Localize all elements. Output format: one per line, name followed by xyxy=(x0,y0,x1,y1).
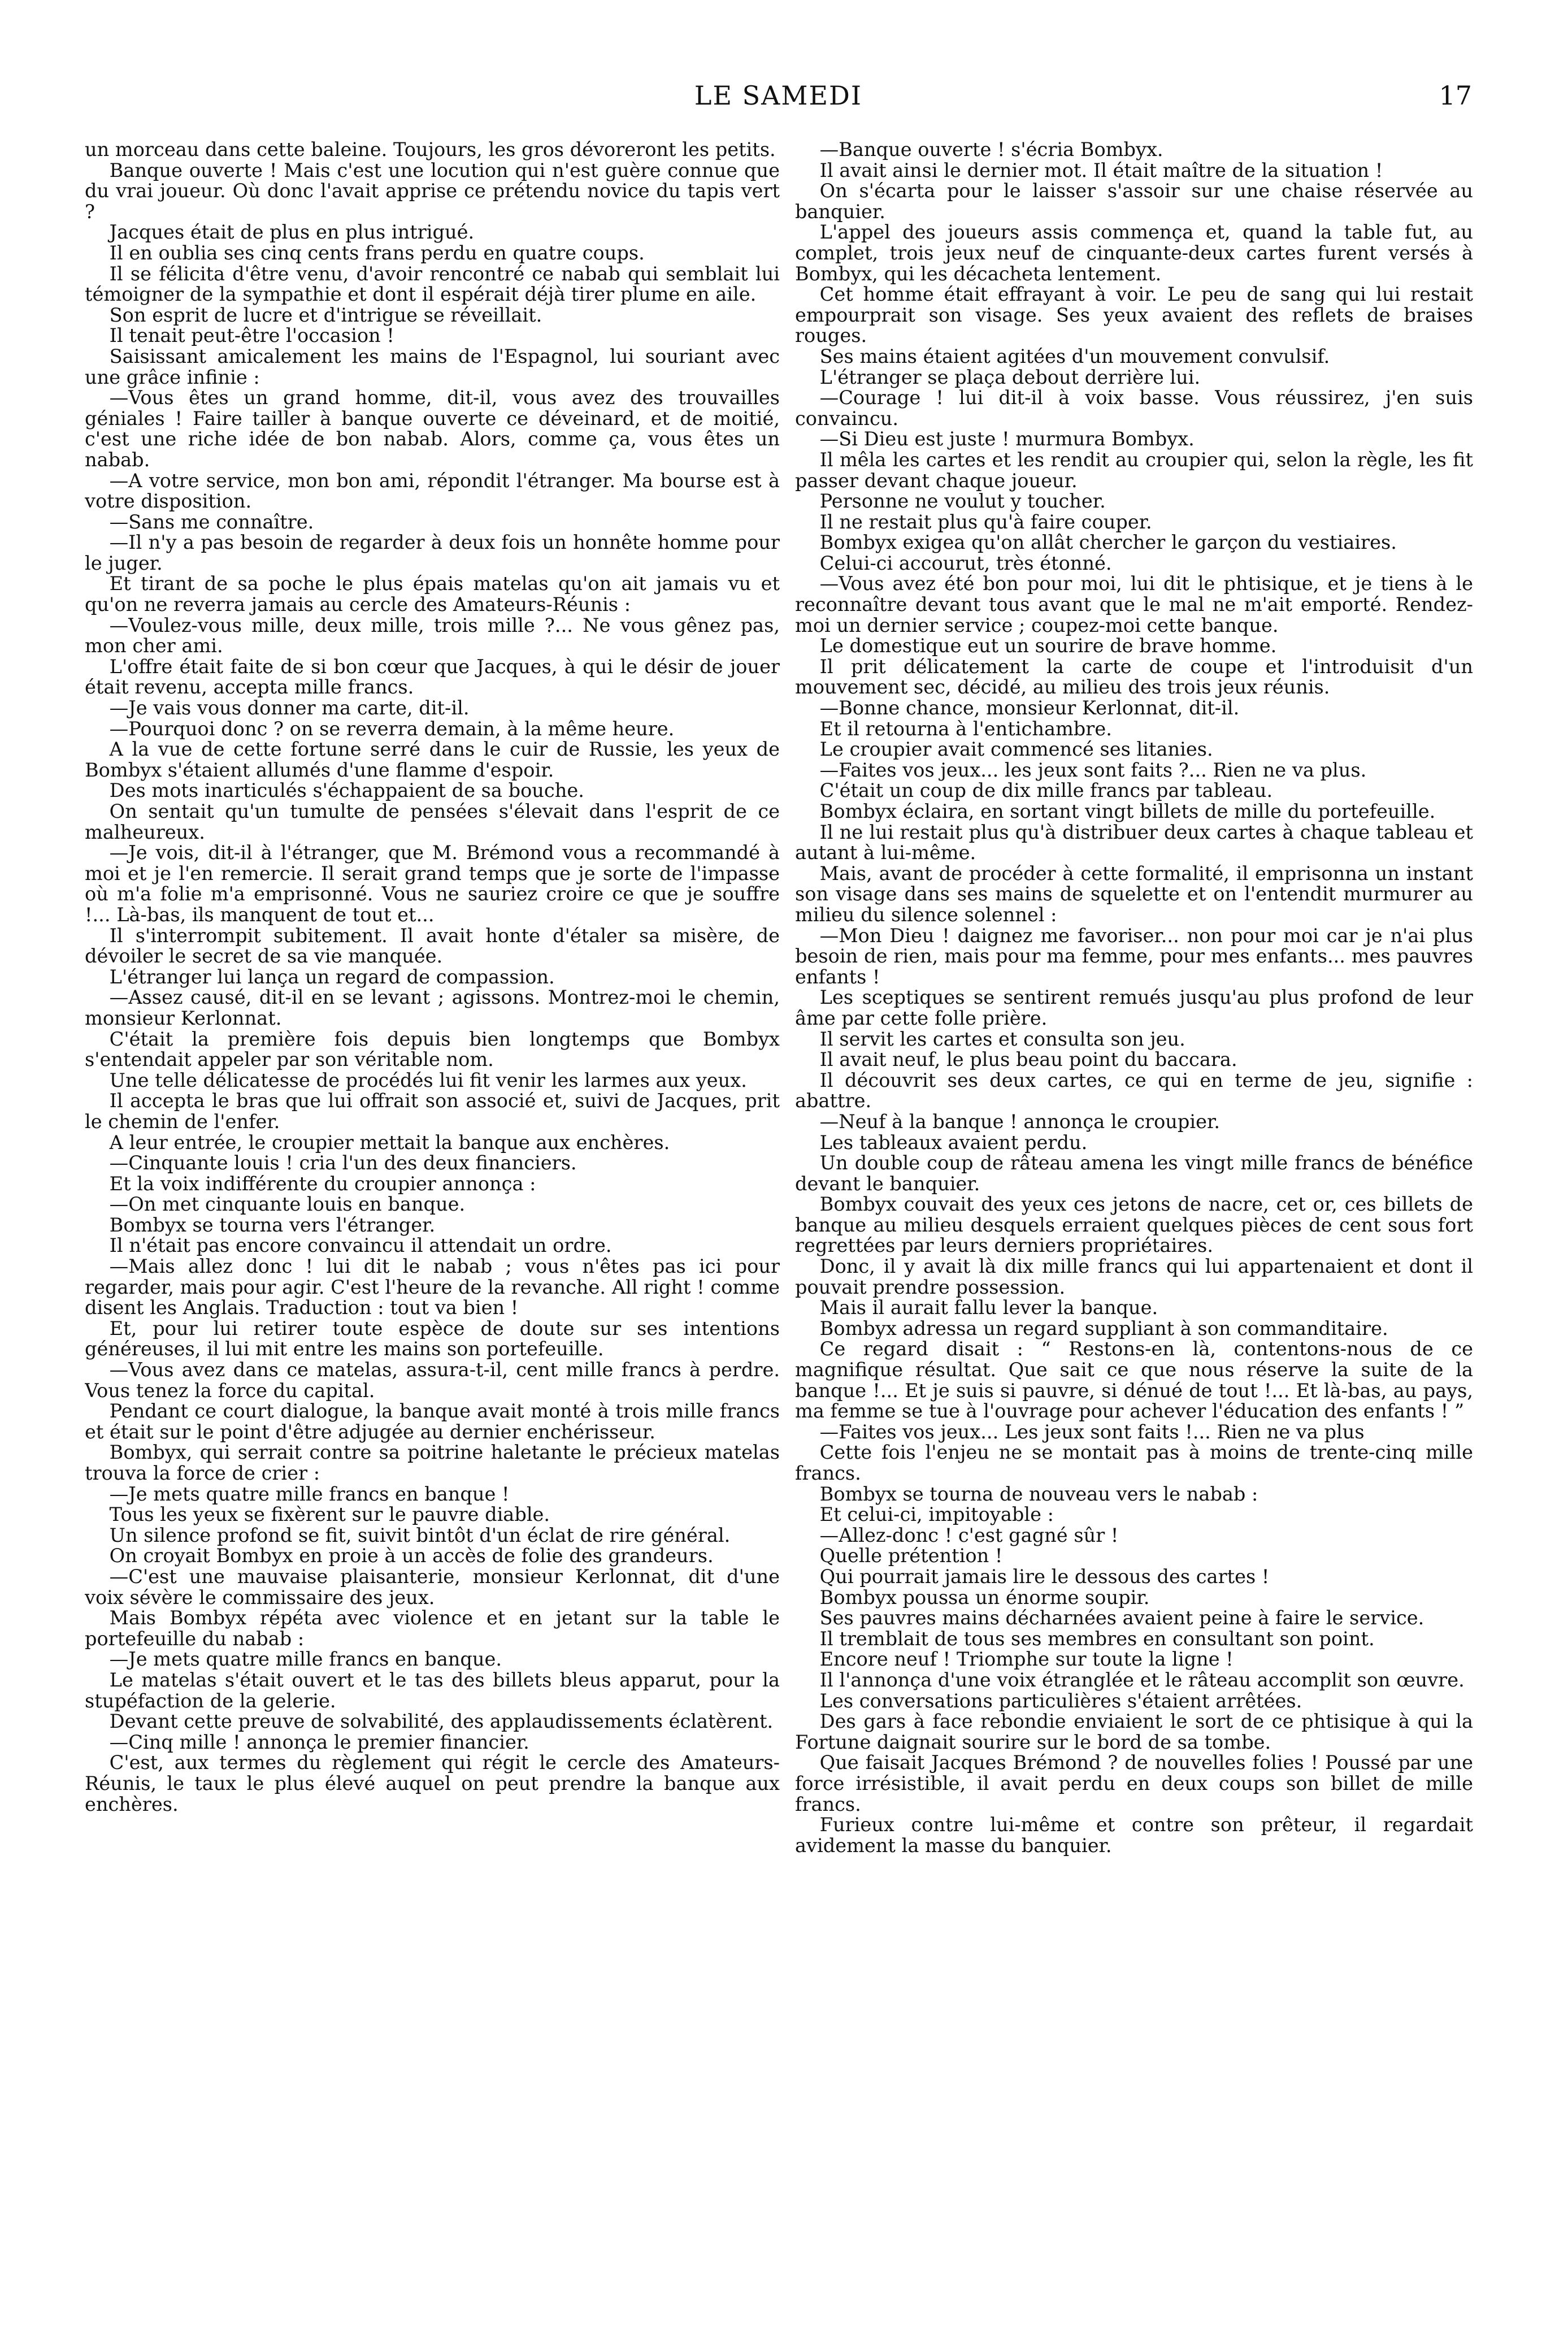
paragraph: Banque ouverte ! Mais c'est une locution qui n'est guère connue que du vrai joueur. Où donc l'avait apprise ce prétendu novice du tapis vert ? xyxy=(85,159,780,223)
paragraph: —Bonne chance, monsieur Kerlonnat, dit-il. xyxy=(819,697,1240,719)
paragraph: Les conversations particulières s'étaient arrêtées. xyxy=(819,1689,1302,1712)
paragraph: Des gars à face rebondie enviaient le sort de ce phtisique à qui la Fortune daignait sourire sur le bord de sa tombe. xyxy=(795,1710,1473,1753)
paragraph: Saisissant amicalement les mains de l'Espagnol, lui souriant avec une grâce infinie : xyxy=(85,345,780,388)
paragraph: —On met cinquante louis en banque. xyxy=(109,1193,466,1216)
paragraph: Celui-ci accourut, très étonné. xyxy=(819,552,1112,574)
paragraph: Il servit les cartes et consulta son jeu. xyxy=(819,1027,1185,1050)
paragraph: Cet homme était effrayant à voir. Le peu de sang qui lui restait empourprait son visage. Ses yeux avaient des reflets de braises rouges. xyxy=(795,283,1473,347)
paragraph: Et tirant de sa poche le plus épais matelas qu'on ait jamais vu et qu'on ne reverra jamais au cercle des Amateurs-Réunis : xyxy=(85,573,780,616)
paragraph: Un silence profond se fit, suivit bintôt d'un éclat de rire général. xyxy=(109,1524,731,1546)
paragraph: —Mais allez donc ! lui dit le nabab ; vous n'êtes pas ici pour regarder, mais pour agir. C'est l'heure de la revanche. All right ! comme disent les Anglais. Traduction : tout va bien ! xyxy=(85,1255,780,1319)
paragraph: Donc, il y avait là dix mille francs qui lui appartenaient et dont il pouvait prendre possession. xyxy=(795,1255,1473,1298)
paragraph: L'offre était faite de si bon cœur que Jacques, à qui le désir de jouer était revenu, accepta mille francs. xyxy=(85,655,780,699)
paragraph: Le croupier avait commencé ses litanies. xyxy=(819,738,1213,761)
paragraph: —Assez causé, dit-il en se levant ; agissons. Montrez-moi le chemin, monsieur Kerlonnat. xyxy=(85,986,780,1029)
paragraph: —Si Dieu est juste ! murmura Bombyx. xyxy=(819,428,1195,450)
paragraph: —Cinq mille ! annonça le premier financier. xyxy=(109,1731,529,1753)
paragraph: Il tremblait de tous ses membres en consultant son point. xyxy=(819,1627,1375,1650)
text-column-right xyxy=(795,140,1473,2287)
paragraph: Furieux contre lui-même et contre son prêteur, il regardait avidement la masse du banquier. xyxy=(795,1814,1473,1857)
paragraph: Bombyx, qui serrait contre sa poitrine haletante le précieux matelas trouva la force de crier : xyxy=(85,1441,780,1484)
paragraph: —C'est une mauvaise plaisanterie, monsieur Kerlonnat, dit d'une voix sévère le commissaire des jeux. xyxy=(85,1565,780,1608)
paragraph: Le matelas s'était ouvert et le tas des billets bleus apparut, pour la stupéfaction de la gelerie. xyxy=(85,1668,780,1712)
paragraph: Personne ne voulut y toucher. xyxy=(819,490,1106,513)
paragraph: A leur entrée, le croupier mettait la banque aux enchères. xyxy=(109,1131,670,1154)
paragraph: —Je vois, dit-il à l'étranger, que M. Brémond vous a recommandé à moi et je l'en remercie. Il serait grand temps que je sorte de l'impasse où m'a folie m'a emprisonné. Vous ne sauriez croire ce que je souffre !... Là-bas, ils manquent de tout et... xyxy=(85,842,780,926)
paragraph: L'étranger se plaça debout derrière lui. xyxy=(819,366,1201,388)
paragraph: Il ne restait plus qu'à faire couper. xyxy=(819,510,1152,533)
paragraph: Il avait neuf, le plus beau point du baccara. xyxy=(819,1048,1237,1071)
paragraph: Tous les yeux se fixèrent sur le pauvre diable. xyxy=(109,1503,550,1526)
paragraph: —Vous êtes un grand homme, dit-il, vous avez des trouvailles géniales ! Faire tailler à banque ouverte ce déveinard, et de moitié, c'est une riche idée de bon nabab. Alors, comme ça, vous êtes un nabab. xyxy=(85,387,780,471)
paragraph: Et il retourna à l'entichambre. xyxy=(819,717,1112,740)
paragraph: —Mon Dieu ! daignez me favoriser... non pour moi car je n'ai plus besoin de rien, mais pour ma femme, pour mes enfants... mes pauvres enfants ! xyxy=(795,924,1473,988)
paragraph: Le domestique eut un sourire de brave homme. xyxy=(819,635,1277,657)
paragraph: Il prit délicatement la carte de coupe et l'introduisit d'un mouvement sec, décidé, au milieu des trois jeux réunis. xyxy=(795,655,1473,699)
paragraph: —Neuf à la banque ! annonça le croupier. xyxy=(819,1110,1220,1133)
paragraph: Et, pour lui retirer toute espèce de doute sur ses intentions généreuses, il lui mit entre les mains son portefeuille. xyxy=(85,1317,780,1360)
paragraph: Mais il aurait fallu lever la banque. xyxy=(819,1297,1158,1319)
paragraph: —Banque ouverte ! s'écria Bombyx. xyxy=(819,140,1163,161)
paragraph: Il ne lui restait plus qu'à distribuer deux cartes à chaque tableau et autant à lui-même. xyxy=(795,821,1473,864)
paragraph: —Je mets quatre mille francs en banque. xyxy=(109,1648,502,1671)
paragraph: Ses pauvres mains décharnées avaient peine à faire le service. xyxy=(819,1607,1424,1629)
paragraph: —Il n'y a pas besoin de regarder à deux fois un honnête homme pour le juger. xyxy=(85,531,780,574)
paragraph: —Allez-donc ! c'est gagné sûr ! xyxy=(819,1524,1119,1546)
paragraph: —Je mets quatre mille francs en banque ! xyxy=(109,1482,510,1505)
paragraph: Et celui-ci, impitoyable : xyxy=(819,1503,1054,1526)
paragraph: —Sans me connaître. xyxy=(109,510,314,533)
paragraph: Son esprit de lucre et d'intrigue se réveillait. xyxy=(109,303,542,326)
page-header xyxy=(85,80,1472,120)
paragraph: —Vous avez été bon pour moi, lui dit le phtisique, et je tiens à le reconnaître devant tous avant que le mal ne m'ait emporté. Rendez-moi un dernier service ; coupez-moi cette banque. xyxy=(795,573,1473,636)
paragraph: Bombyx exigea qu'on allât chercher le garçon du vestiaires. xyxy=(819,531,1397,554)
paragraph: Bombyx couvait des yeux ces jetons de nacre, cet or, ces billets de banque au milieu desquels erraient quelques pièces de cent sous fort regrettées par leurs derniers propriétaires. xyxy=(795,1193,1473,1257)
paragraph: Bombyx éclaira, en sortant vingt billets de mille du portefeuille. xyxy=(819,800,1436,822)
paragraph: L'appel des joueurs assis commença et, quand la table fut, au complet, trois jeux neuf de cinquante-deux cartes furent versés à Bombyx, qui les décacheta lentement. xyxy=(795,221,1473,285)
page-number: 17 xyxy=(1439,80,1472,111)
paragraph: —A votre service, mon bon ami, répondit l'étranger. Ma bourse est à votre disposition. xyxy=(85,469,780,513)
paragraph: Qui pourrait jamais lire le dessous des cartes ! xyxy=(819,1565,1270,1588)
paragraph: Il tenait peut-être l'occasion ! xyxy=(109,324,394,347)
paragraph: —Je vais vous donner ma carte, dit-il. xyxy=(109,697,470,719)
paragraph: Un double coup de râteau amena les vingt mille francs de bénéfice devant le banquier. xyxy=(795,1152,1473,1195)
paragraph: Encore neuf ! Triomphe sur toute la ligne ! xyxy=(819,1648,1233,1671)
paragraph: un morceau dans cette baleine. Toujours, les gros dévoreront les petits. xyxy=(85,140,776,161)
paragraph: Et la voix indifférente du croupier annonça : xyxy=(109,1172,536,1195)
paragraph: Cette fois l'enjeu ne se montait pas à moins de trente-cinq mille francs. xyxy=(795,1441,1473,1484)
paragraph: Des mots inarticulés s'échappaient de sa bouche. xyxy=(109,779,584,802)
paragraph: —Cinquante louis ! cria l'un des deux financiers. xyxy=(109,1152,577,1174)
paragraph: —Faites vos jeux... les jeux sont faits ?... Rien ne va plus. xyxy=(819,758,1367,781)
paragraph: —Faites vos jeux... Les jeux sont faits !... Rien ne va plus xyxy=(819,1420,1365,1443)
paragraph: Quelle prétention ! xyxy=(819,1545,1003,1567)
paragraph: —Pourquoi donc ? on se reverra demain, à la même heure. xyxy=(109,717,675,740)
paragraph: Il se félicita d'être venu, d'avoir rencontré ce nabab qui semblait lui témoigner de la sympathie et dont il espérait déjà tirer plume en aile. xyxy=(85,262,780,306)
paragraph: On s'écarta pour le laisser s'assoir sur une chaise réservée au banquier. xyxy=(795,180,1473,223)
paragraph: Il avait ainsi le dernier mot. Il était maître de la situation ! xyxy=(819,159,1383,181)
paragraph: Bombyx se tourna vers l'étranger. xyxy=(109,1213,436,1236)
paragraph: Les tableaux avaient perdu. xyxy=(819,1131,1088,1154)
paragraph: —Courage ! lui dit-il à voix basse. Vous réussirez, j'en suis convaincu. xyxy=(795,387,1473,430)
paragraph: Mais Bombyx répéta avec violence et en jetant sur la table le portefeuille du nabab : xyxy=(85,1607,780,1650)
paragraph: Il en oublia ses cinq cents frans perdu en quatre coups. xyxy=(109,241,645,264)
paragraph: Que faisait Jacques Brémond ? de nouvelles folies ! Poussé par une force irrésistible, il avait perdu en deux coups son billet de mille francs. xyxy=(795,1751,1473,1815)
paragraph: Une telle délicatesse de procédés lui fit venir les larmes aux yeux. xyxy=(109,1069,747,1091)
paragraph: Il s'interrompit subitement. Il avait honte d'étaler sa misère, de dévoiler le secret de sa vie manquée. xyxy=(85,924,780,968)
paragraph: Ses mains étaient agitées d'un mouvement convulsif. xyxy=(819,345,1330,367)
paragraph: Bombyx poussa un énorme soupir. xyxy=(819,1586,1150,1608)
paragraph: —Voulez-vous mille, deux mille, trois mille ?... Ne vous gênez pas, mon cher ami. xyxy=(85,614,780,657)
paragraph: On croyait Bombyx en proie à un accès de folie des grandeurs. xyxy=(109,1545,714,1567)
paragraph: C'est, aux termes du règlement qui régit le cercle des Amateurs-Réunis, le taux le plus élevé auquel on peut prendre la banque aux enchères. xyxy=(85,1751,780,1815)
paragraph: Mais, avant de procéder à cette formalité, il emprisonna un instant son visage dans ses mains de squelette et on l'entendit murmurer au milieu du silence solennel : xyxy=(795,862,1473,926)
page-title: LE SAMEDI xyxy=(694,80,863,111)
paragraph: Jacques était de plus en plus intrigué. xyxy=(109,221,475,244)
paragraph: Ce regard disait : “ Restons-en là, contentons-nous de ce magnifique résultat. Que sait ce que nous réserve la suite de la banque !... Et je suis si pauvre, si dénué de tout !... Et là-bas, au pays, ma femme se tue à l'ouvrage pour achever l'éducation des enfants ! ” xyxy=(795,1338,1473,1423)
paragraph: —Vous avez dans ce matelas, assura-t-il, cent mille francs à perdre. Vous tenez la force du capital. xyxy=(85,1359,780,1402)
paragraph: L'étranger lui lança un regard de compassion. xyxy=(109,965,555,988)
paragraph: Il découvrit ses deux cartes, ce qui en terme de jeu, signifie : abattre. xyxy=(795,1069,1473,1112)
paragraph: Il l'annonça d'une voix étranglée et le râteau accomplit son œuvre. xyxy=(819,1668,1465,1691)
paragraph: Pendant ce court dialogue, la banque avait monté à trois mille francs et était sur le point d'être adjugée au dernier enchérisseur. xyxy=(85,1400,780,1443)
paragraph: Il n'était pas encore convaincu il attendait un ordre. xyxy=(109,1234,612,1257)
paragraph: Bombyx adressa un regard suppliant à son commanditaire. xyxy=(819,1317,1388,1339)
paragraph: On sentait qu'un tumulte de pensées s'élevait dans l'esprit de ce malheureux. xyxy=(85,800,780,843)
paragraph: Devant cette preuve de solvabilité, des applaudissements éclatèrent. xyxy=(109,1710,774,1733)
paragraph: C'était la première fois depuis bien longtemps que Bombyx s'entendait appeler par son véritable nom. xyxy=(85,1027,780,1071)
paragraph: C'était un coup de dix mille francs par tableau. xyxy=(819,779,1273,802)
paragraph: Les sceptiques se sentirent remués jusqu'au plus profond de leur âme par cette folle prière. xyxy=(795,986,1473,1029)
paragraph: A la vue de cette fortune serré dans le cuir de Russie, les yeux de Bombyx s'étaient allumés d'une flamme d'espoir. xyxy=(85,738,780,781)
paragraph: Bombyx se tourna de nouveau vers le nabab : xyxy=(819,1482,1258,1505)
paragraph: Il mêla les cartes et les rendit au croupier qui, selon la règle, les fit passer devant chaque joueur. xyxy=(795,448,1473,492)
text-column-left xyxy=(85,140,780,2287)
paragraph: Il accepta le bras que lui offrait son associé et, suivi de Jacques, prit le chemin de l'enfer. xyxy=(85,1090,780,1133)
